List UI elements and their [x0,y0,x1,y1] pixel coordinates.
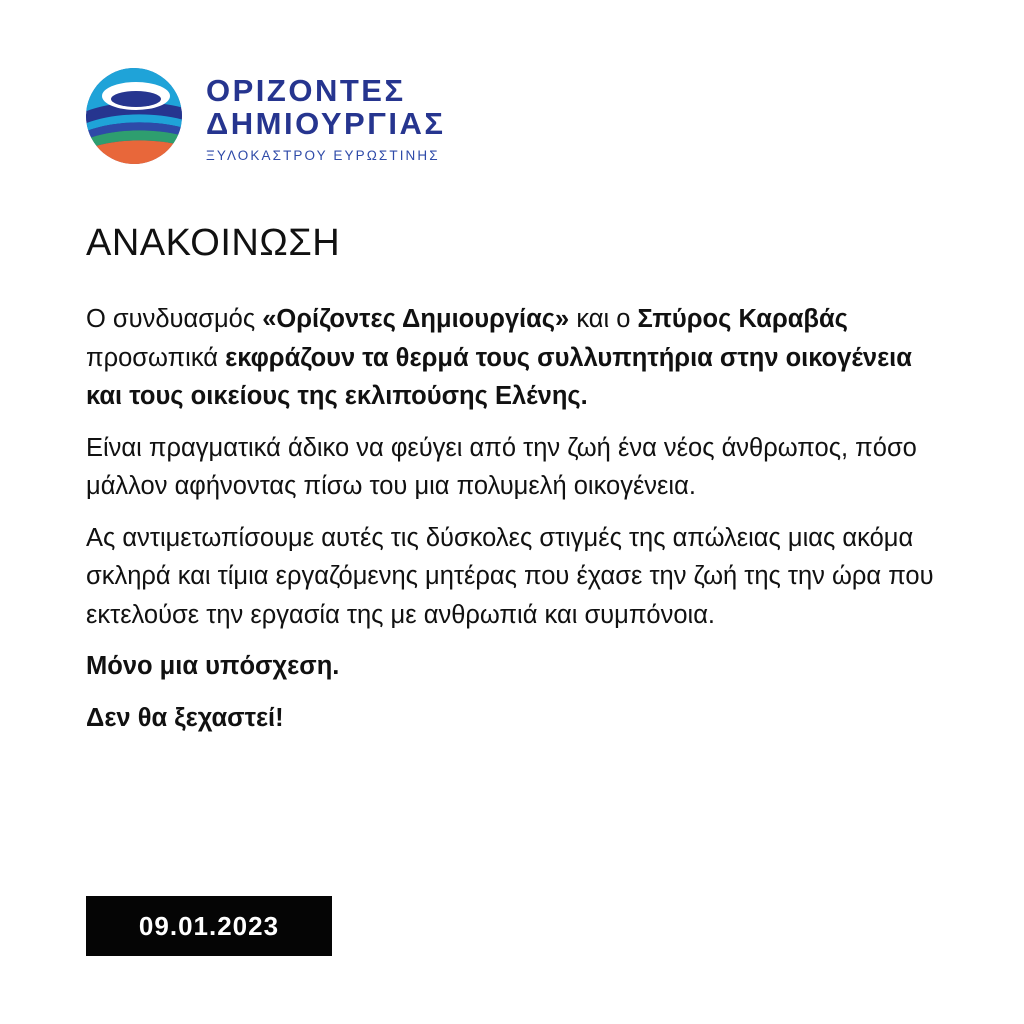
condolence-statement: εκφράζουν τα θερμά τους συλλυπητήρια στην οικογένεια και τους οικείους της εκλιπούσης Ελένης. [86,343,912,410]
announcement-body [86,300,946,750]
logo-title-line1: ΟΡΙΖΟΝΤΕΣ [206,73,406,108]
candidate-name: Σπύρος Καραβάς [637,305,848,333]
logo-title-line2: ΔΗΜΙΟΥΡΓΙΑΣ [206,106,446,141]
never-forget-line: Δεν θα ξεχαστεί! [86,703,284,732]
logo [84,64,464,174]
logo-subtitle: ΞΥΛΟΚΑΣΤΡΟΥ ΕΥΡΩΣΤΙΝΗΣ [206,148,440,163]
logo-wordmark [206,74,445,163]
paragraph-injustice: Είναι πραγματικά άδικο να φεύγει από την ζωή ένα νέος άνθρωπος, πόσο μάλλον αφήνοντας πίσω του μια πολυμελή οικογένεια. [86,433,917,500]
logo-emblem-icon [84,66,184,166]
paragraph-tribute: Ας αντιμετωπίσουμε αυτές τις δύσκολες στιγμές της απώλειας μιας ακόμα σκληρά και τίμια εργαζόμενης μητέρας που έχασε την ζωή της την ώρα που εκτελούσε την εργασία της με ανθρωπιά και συμπόνοια. [86,523,934,629]
announcement-title: ΑΝΑΚΟΙΝΩΣΗ [86,222,341,264]
text-segment: και ο [569,305,638,333]
text-segment: Ο συνδυασμός [86,305,263,333]
date-badge: 09.01.2023 [86,896,332,956]
party-name: «Ορίζοντες Δημιουργίας» [262,305,570,333]
promise-line: Μόνο μια υπόσχεση. [86,652,340,680]
paragraph-condolences [86,300,946,416]
text-segment: προσωπικά [86,343,226,372]
